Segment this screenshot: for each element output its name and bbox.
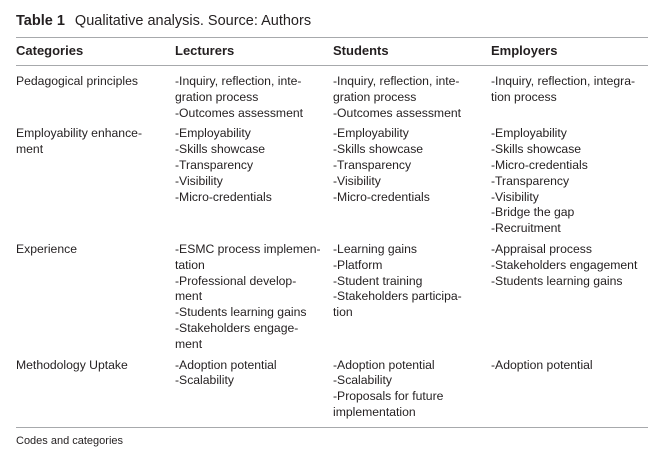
cell-line: Pedagogical principles — [16, 74, 138, 88]
cell-line: -Appraisal process — [491, 241, 592, 256]
cell-line: -Micro-credentials — [333, 189, 430, 204]
cell-lecturers — [175, 358, 333, 428]
cell-line: -Skills showcase — [491, 142, 582, 157]
cell-line: tion — [333, 305, 353, 320]
cell-line: -Visibility — [175, 173, 223, 188]
cell-employers — [491, 242, 648, 358]
cell-students — [333, 66, 491, 127]
cell-line: -Skills showcase — [333, 142, 424, 157]
cell-line: -Recruitment — [491, 221, 561, 236]
cell-line: -Micro-credentials — [175, 189, 272, 204]
cell-line: -Scalability — [175, 373, 234, 388]
cell-line: Methodology Uptake — [16, 357, 128, 372]
table-container — [16, 10, 648, 449]
cell-category — [16, 242, 175, 358]
cell-line: -Platform — [333, 257, 383, 272]
table-label: Table 1 — [16, 13, 65, 29]
cell-line: Employability enhance- — [16, 126, 143, 141]
cell-students — [333, 242, 491, 358]
cell-line: -Stakeholders participa- — [333, 289, 462, 304]
cell-line: -Bridge the gap — [491, 205, 575, 220]
cell-line: -Micro-credentials — [491, 157, 588, 172]
cell-line: ment — [175, 336, 203, 351]
cell-employers — [491, 66, 648, 127]
cell-line: -Visibility — [491, 189, 539, 204]
cell-line: -Employability — [175, 126, 251, 141]
cell-line: -Students learning gains — [491, 273, 623, 288]
cell-line: -Visibility — [333, 173, 381, 188]
cell-line: Experience — [16, 241, 77, 256]
header-lecturers: Lecturers — [175, 38, 333, 66]
cell-line: -Transparency — [333, 157, 412, 172]
table-title: Qualitative analysis. Source: Authors — [74, 13, 312, 29]
cell-line: -Employability — [333, 126, 409, 141]
qualitative-analysis-table — [16, 37, 648, 428]
cell-line: -Employability — [491, 126, 567, 141]
cell-line: -Skills showcase — [175, 142, 266, 157]
table-row — [16, 126, 648, 242]
cell-category — [16, 66, 175, 127]
cell-line: -Students learning gains — [175, 305, 307, 320]
cell-employers — [491, 358, 648, 428]
cell-category — [16, 358, 175, 428]
cell-line: -ESMC process implemen- — [175, 241, 321, 256]
header-categories: Categories — [16, 38, 175, 66]
header-row — [16, 38, 648, 66]
cell-line: gration process — [175, 89, 259, 104]
cell-line: -Inquiry, reflection, integra- — [491, 74, 636, 88]
cell-line: implementation — [333, 404, 416, 419]
cell-students — [333, 126, 491, 242]
cell-line: ment — [175, 289, 203, 304]
cell-line: -Professional develop- — [175, 273, 297, 288]
cell-line: -Adoption potential — [175, 357, 277, 372]
cell-line: -Transparency — [491, 173, 570, 188]
cell-line: -Stakeholders engagement — [491, 257, 638, 272]
cell-lecturers — [175, 242, 333, 358]
cell-line: -Scalability — [333, 373, 392, 388]
cell-line: -Outcomes assessment — [333, 105, 462, 120]
cell-line: -Student training — [333, 273, 423, 288]
cell-line: tation — [175, 257, 205, 272]
cell-line: -Learning gains — [333, 241, 418, 256]
table-body — [16, 66, 648, 428]
cell-category — [16, 126, 175, 242]
table-row — [16, 358, 648, 428]
cell-line: -Adoption potential — [333, 357, 435, 372]
cell-line: -Proposals for future — [333, 389, 444, 404]
table-caption — [16, 10, 648, 32]
cell-line: -Transparency — [175, 157, 254, 172]
cell-line: -Stakeholders engage- — [175, 320, 299, 335]
cell-line: gration process — [333, 89, 417, 104]
cell-line: -Inquiry, reflection, inte- — [175, 74, 302, 88]
table-row — [16, 242, 648, 358]
header-employers: Employers — [491, 38, 648, 66]
cell-students — [333, 358, 491, 428]
cell-lecturers — [175, 66, 333, 127]
cell-line: -Outcomes assessment — [175, 105, 304, 120]
cell-line: -Inquiry, reflection, inte- — [333, 74, 460, 88]
table-row — [16, 66, 648, 127]
header-students: Students — [333, 38, 491, 66]
cell-employers — [491, 126, 648, 242]
cell-line: ment — [16, 142, 44, 157]
cell-line: -Adoption potential — [491, 357, 593, 372]
table-footnote: Codes and categories — [16, 434, 124, 447]
cell-lecturers — [175, 126, 333, 242]
cell-line: tion process — [491, 89, 557, 104]
